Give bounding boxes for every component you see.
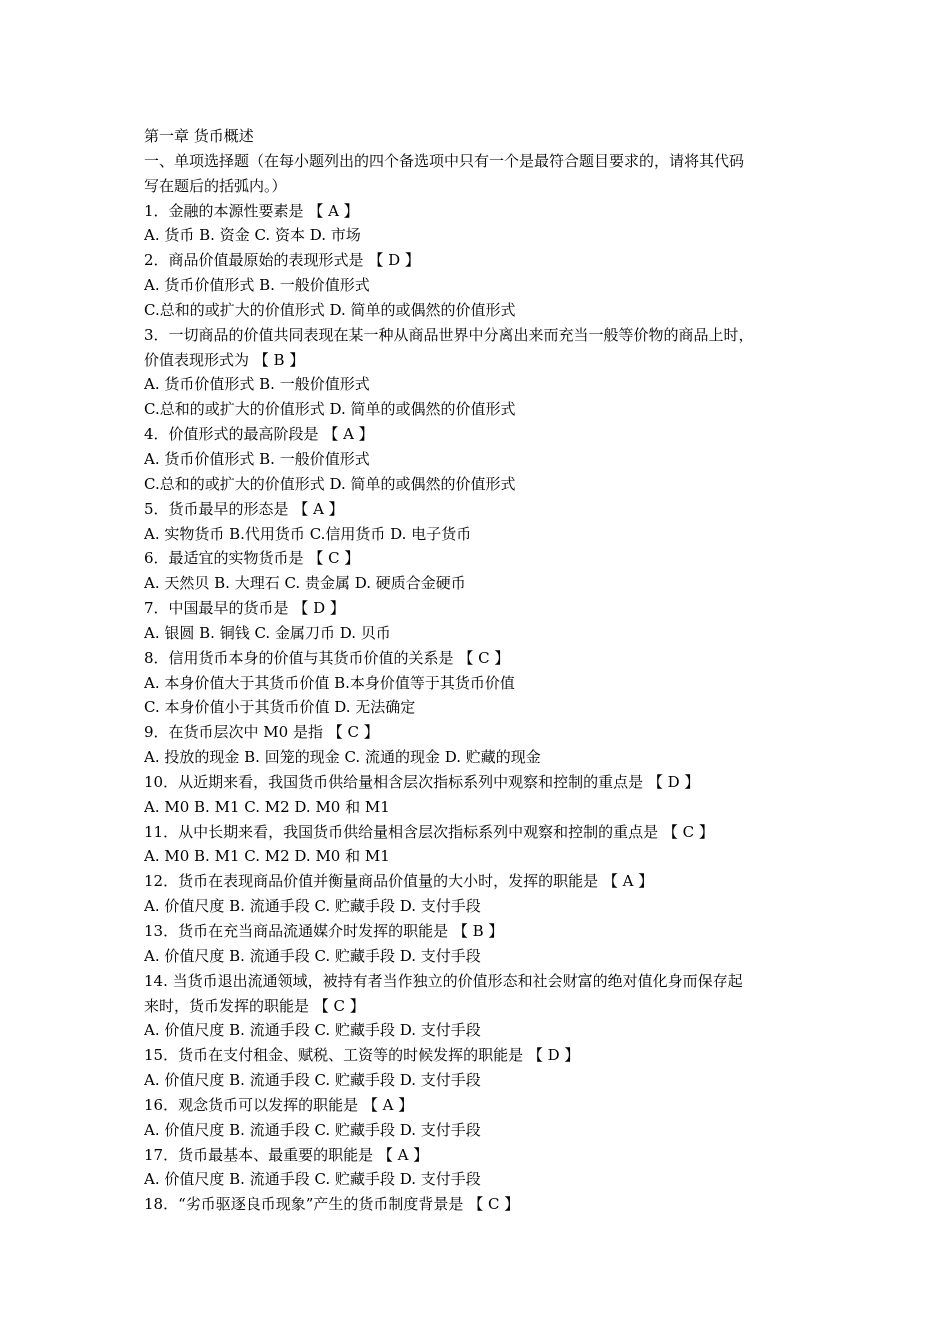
answer-options: C.总和的或扩大的价值形式 D. 简单的或偶然的价值形式 (144, 300, 516, 319)
answer-options: A. 天然贝 B. 大理石 C. 贵金属 D. 硬质合金硬币 (144, 574, 466, 593)
document-body (144, 124, 824, 1217)
question-item (144, 596, 824, 646)
question-item (144, 919, 824, 969)
question-item (144, 199, 824, 249)
answer-options: C.总和的或扩大的价值形式 D. 简单的或偶然的价值形式 (144, 400, 516, 419)
question-stem: 2．商品价值最原始的表现形式是 【 D 】 (144, 251, 420, 270)
question-stem: 13．货币在充当商品流通媒介时发挥的职能是 【 B 】 (144, 922, 504, 940)
section-heading-line: 一、单项选择题（在每小题列出的四个备选项中只有一个是最符合题目要求的，请将其代码 (144, 151, 745, 170)
question-item (144, 820, 824, 870)
answer-options: A. 价值尺度 B. 流通手段 C. 贮藏手段 D. 支付手段 (144, 946, 481, 965)
answer-options: A. 价值尺度 B. 流通手段 C. 贮藏手段 D. 支付手段 (144, 1170, 481, 1189)
question-item (144, 646, 824, 721)
answer-options: C.总和的或扩大的价值形式 D. 简单的或偶然的价值形式 (144, 474, 516, 493)
question-item (144, 1192, 824, 1217)
question-stem: 7．中国最早的货币是 【 D 】 (144, 599, 345, 618)
question-stem: 16．观念货币可以发挥的职能是 【 A 】 (144, 1095, 414, 1114)
question-stem: 11．从中长期来看，我国货币供给量相含层次指标系列中观察和控制的重点是 【 C 】 (144, 822, 714, 841)
question-item (144, 546, 824, 596)
question-item (144, 969, 824, 1044)
question-item (144, 248, 824, 323)
answer-options: A. 投放的现金 B. 回笼的现金 C. 流通的现金 D. 贮藏的现金 (144, 748, 541, 767)
question-list (144, 199, 824, 1218)
question-item (144, 323, 824, 422)
question-item (144, 770, 824, 820)
question-stem: 5．货币最早的形态是 【 A 】 (144, 499, 344, 518)
answer-options: A. 价值尺度 B. 流通手段 C. 贮藏手段 D. 支付手段 (144, 897, 481, 916)
answer-options: A. 价值尺度 B. 流通手段 C. 贮藏手段 D. 支付手段 (144, 1120, 481, 1139)
question-item (144, 1093, 824, 1143)
answer-options: A. 本身价值大于其货币价值 B.本身价值等于其货币价值 (144, 673, 515, 692)
question-stem: 9．在货币层次中 M0 是指 【 C 】 (144, 723, 379, 742)
question-stem: 6．最适宜的实物货币是 【 C 】 (144, 549, 360, 568)
question-stem: 14. 当货币退出流通领域，被持有者当作独立的价值形态和社会财富的绝对值化身而保存起 (144, 971, 743, 990)
question-stem: 4．价值形式的最高阶段是 【 A 】 (144, 425, 374, 444)
question-stem: 10．从近期来看，我国货币供给量相含层次指标系列中观察和控制的重点是 【 D 】 (144, 772, 700, 791)
answer-options: A. 货币 B. 资金 C. 资本 D. 市场 (144, 226, 361, 245)
question-stem: 18．“劣币驱逐良币现象”产生的货币制度背景是 【 C 】 (144, 1195, 520, 1214)
chapter-title: 第一章 货币概述 (144, 127, 254, 145)
answer-options: A. 货币价值形式 B. 一般价值形式 (144, 375, 370, 394)
question-item (144, 1043, 824, 1093)
question-item (144, 869, 824, 919)
question-item (144, 720, 824, 770)
answer-options: A. 货币价值形式 B. 一般价值形式 (144, 449, 370, 468)
answer-options: A. M0 B. M1 C. M2 D. M0 和 M1 (144, 797, 390, 816)
question-item (144, 422, 824, 497)
question-item (144, 497, 824, 547)
question-stem: 12．货币在表现商品价值并衡量商品价值量的大小时，发挥的职能是 【 A 】 (144, 872, 654, 891)
question-stem: 8．信用货币本身的价值与其货币价值的关系是 【 C 】 (144, 648, 510, 667)
section-heading-line: 写在题后的括弧内。） (144, 176, 287, 195)
question-stem: 来时，货币发挥的职能是 【 C 】 (144, 996, 365, 1015)
answer-options: C. 本身价值小于其货币价值 D. 无法确定 (144, 698, 416, 717)
question-stem: 价值表现形式为 【 B 】 (144, 350, 305, 369)
answer-options: A. 价值尺度 B. 流通手段 C. 贮藏手段 D. 支付手段 (144, 1071, 481, 1090)
question-stem: 1．金融的本源性要素是 【 A 】 (144, 201, 359, 220)
question-stem: 3．一切商品的价值共同表现在某一种从商品世界中分离出来而充当一般等价物的商品上时， (144, 325, 754, 344)
question-stem: 17．货币最基本、最重要的职能是 【 A 】 (144, 1145, 429, 1164)
question-item (144, 1143, 824, 1193)
answer-options: A. 价值尺度 B. 流通手段 C. 贮藏手段 D. 支付手段 (144, 1021, 481, 1040)
answer-options: A. 银圆 B. 铜钱 C. 金属刀币 D. 贝币 (144, 623, 391, 642)
answer-options: A. 货币价值形式 B. 一般价值形式 (144, 276, 370, 295)
answer-options: A. M0 B. M1 C. M2 D. M0 和 M1 (144, 847, 390, 866)
answer-options: A. 实物货币 B.代用货币 C.信用货币 D. 电子货币 (144, 524, 472, 543)
question-stem: 15．货币在支付租金、赋税、工资等的时候发挥的职能是 【 D 】 (144, 1046, 580, 1065)
